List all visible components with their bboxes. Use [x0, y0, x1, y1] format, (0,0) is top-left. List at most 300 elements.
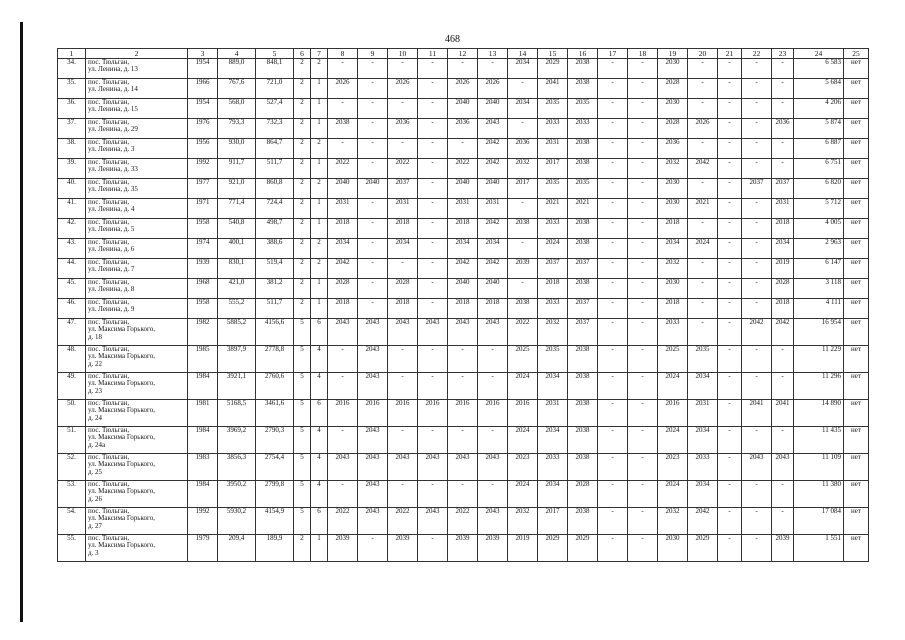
- column-header: 2: [86, 49, 188, 59]
- table-cell: -: [688, 179, 718, 199]
- table-cell: 5168,5: [218, 400, 256, 427]
- table-cell: -: [772, 346, 794, 373]
- column-header: 20: [688, 49, 718, 59]
- table-cell: 1956: [188, 139, 218, 159]
- table-cell: -: [688, 299, 718, 319]
- table-cell: -: [358, 219, 388, 239]
- table-cell: 2041: [538, 79, 568, 99]
- table-row: [58, 119, 869, 139]
- table-cell: -: [598, 59, 628, 79]
- table-cell: 5930,2: [218, 508, 256, 535]
- table-cell: -: [742, 59, 772, 79]
- table-cell: 527,4: [256, 99, 294, 119]
- table-cell: -: [358, 199, 388, 219]
- table-cell: 2043: [448, 319, 478, 346]
- table-cell: 2030: [658, 279, 688, 299]
- table-cell: -: [718, 454, 742, 481]
- table-cell: -: [478, 481, 508, 508]
- table-cell: 2018: [478, 299, 508, 319]
- table-cell: 1971: [188, 199, 218, 219]
- table-cell: 2042: [772, 319, 794, 346]
- address-cell: пос. Тюльган, ул. Максима Горького, д. 22: [86, 346, 188, 373]
- table-cell: -: [772, 159, 794, 179]
- table-cell: 5: [294, 346, 311, 373]
- table-cell: 767,6: [218, 79, 256, 99]
- column-header: 4: [218, 49, 256, 59]
- table-cell: -: [772, 99, 794, 119]
- table-cell: 2043: [418, 508, 448, 535]
- table-cell: 2026: [328, 79, 358, 99]
- table-cell: 2036: [658, 139, 688, 159]
- table-cell: 5: [294, 373, 311, 400]
- table-cell: 2: [311, 59, 328, 79]
- page-number: 468: [445, 34, 460, 45]
- row-number: 46.: [58, 299, 86, 319]
- column-header: 5: [256, 49, 294, 59]
- table-cell: нет: [844, 99, 869, 119]
- table-row: [58, 535, 869, 562]
- table-cell: нет: [844, 481, 869, 508]
- column-header: 23: [772, 49, 794, 59]
- table-row: [58, 279, 869, 299]
- table-cell: -: [628, 99, 658, 119]
- table-cell: 4154,9: [256, 508, 294, 535]
- address-cell: пос. Тюльган, ул. Ленина, д. 4: [86, 199, 188, 219]
- table-cell: 11 380: [794, 481, 844, 508]
- table-cell: нет: [844, 179, 869, 199]
- table-cell: 2037: [568, 259, 598, 279]
- table-cell: 2: [294, 199, 311, 219]
- table-row: [58, 508, 869, 535]
- table-cell: 1: [311, 199, 328, 219]
- table-cell: 2028: [658, 119, 688, 139]
- table-cell: 2: [294, 219, 311, 239]
- table-row: [58, 99, 869, 119]
- table-cell: 3856,3: [218, 454, 256, 481]
- table-cell: 2016: [508, 400, 538, 427]
- table-cell: 3461,6: [256, 400, 294, 427]
- table-cell: -: [688, 279, 718, 299]
- table-cell: нет: [844, 373, 869, 400]
- table-row: [58, 400, 869, 427]
- table-cell: 2035: [568, 99, 598, 119]
- table-cell: -: [508, 79, 538, 99]
- table-cell: 2042: [688, 508, 718, 535]
- table-cell: 2016: [418, 400, 448, 427]
- table-cell: -: [418, 481, 448, 508]
- table-cell: -: [358, 139, 388, 159]
- table-cell: 6: [311, 508, 328, 535]
- address-cell: пос. Тюльган, ул. Ленина, д. 8: [86, 279, 188, 299]
- table-cell: 2038: [568, 239, 598, 259]
- table-cell: 388,6: [256, 239, 294, 259]
- column-header: 6: [294, 49, 311, 59]
- table-cell: -: [628, 199, 658, 219]
- table-cell: 2043: [478, 119, 508, 139]
- table-cell: -: [358, 119, 388, 139]
- table-cell: -: [742, 299, 772, 319]
- row-number: 42.: [58, 219, 86, 239]
- table-cell: -: [598, 119, 628, 139]
- table-cell: 2038: [568, 279, 598, 299]
- table-cell: нет: [844, 119, 869, 139]
- table-cell: -: [388, 99, 418, 119]
- table-cell: -: [718, 299, 742, 319]
- row-number: 49.: [58, 373, 86, 400]
- table-cell: нет: [844, 508, 869, 535]
- table-cell: -: [418, 59, 448, 79]
- table-cell: 5: [294, 319, 311, 346]
- column-header: 14: [508, 49, 538, 59]
- table-cell: 2: [294, 139, 311, 159]
- table-cell: 2034: [688, 427, 718, 454]
- table-cell: -: [688, 219, 718, 239]
- table-cell: -: [418, 299, 448, 319]
- table-cell: -: [718, 59, 742, 79]
- table-cell: 1992: [188, 159, 218, 179]
- address-cell: пос. Тюльган, ул. Ленина, д. 5: [86, 219, 188, 239]
- table-cell: -: [628, 535, 658, 562]
- table-cell: 2030: [658, 59, 688, 79]
- table-cell: -: [448, 481, 478, 508]
- table-cell: -: [742, 239, 772, 259]
- table-cell: -: [628, 179, 658, 199]
- table-cell: 2033: [538, 299, 568, 319]
- address-cell: пос. Тюльган, ул. Ленина, д. 35: [86, 179, 188, 199]
- table-cell: -: [388, 139, 418, 159]
- table-cell: нет: [844, 139, 869, 159]
- table-cell: -: [388, 59, 418, 79]
- table-cell: 2021: [568, 199, 598, 219]
- table-cell: -: [628, 400, 658, 427]
- table-cell: 2039: [508, 259, 538, 279]
- table-cell: 2025: [508, 346, 538, 373]
- table-cell: 2037: [772, 179, 794, 199]
- table-cell: 2017: [508, 179, 538, 199]
- table-cell: -: [772, 427, 794, 454]
- table-cell: -: [508, 279, 538, 299]
- address-cell: пос. Тюльган, ул. Максима Горького, д. 3: [86, 535, 188, 562]
- address-cell: пос. Тюльган, ул. Ленина, д. 29: [86, 119, 188, 139]
- table-cell: 2018: [448, 299, 478, 319]
- table-cell: -: [598, 508, 628, 535]
- table-cell: 4: [311, 346, 328, 373]
- table-cell: 2031: [688, 400, 718, 427]
- table-cell: 2029: [568, 535, 598, 562]
- table-cell: 2043: [358, 481, 388, 508]
- table-cell: -: [448, 373, 478, 400]
- table-cell: 2038: [568, 346, 598, 373]
- table-cell: -: [418, 279, 448, 299]
- table-cell: 2016: [328, 400, 358, 427]
- table-cell: 1: [311, 159, 328, 179]
- table-cell: -: [718, 179, 742, 199]
- table-cell: -: [358, 239, 388, 259]
- table-cell: 2022: [388, 508, 418, 535]
- table-cell: 2038: [568, 139, 598, 159]
- table-cell: -: [598, 199, 628, 219]
- table-cell: -: [508, 199, 538, 219]
- table-cell: нет: [844, 346, 869, 373]
- table-cell: -: [742, 119, 772, 139]
- table-cell: 911,7: [218, 159, 256, 179]
- table-cell: 2043: [358, 454, 388, 481]
- table-cell: 4 111: [794, 299, 844, 319]
- row-number: 36.: [58, 99, 86, 119]
- table-cell: -: [598, 179, 628, 199]
- table-cell: 2018: [328, 219, 358, 239]
- table-cell: 2032: [508, 159, 538, 179]
- address-cell: пос. Тюльган, ул. Ленина, д. 6: [86, 239, 188, 259]
- table-cell: -: [772, 508, 794, 535]
- table-cell: 381,2: [256, 279, 294, 299]
- table-cell: 2034: [538, 427, 568, 454]
- table-cell: -: [628, 319, 658, 346]
- table-cell: 4: [311, 481, 328, 508]
- row-number: 38.: [58, 139, 86, 159]
- table-cell: 2033: [538, 219, 568, 239]
- table-cell: 2017: [538, 159, 568, 179]
- table-cell: 189,9: [256, 535, 294, 562]
- table-cell: 5885,2: [218, 319, 256, 346]
- row-number: 34.: [58, 59, 86, 79]
- table-cell: 889,0: [218, 59, 256, 79]
- address-cell: пос. Тюльган, ул. Максима Горького, д. 23: [86, 373, 188, 400]
- row-number: 51.: [58, 427, 86, 454]
- row-number: 35.: [58, 79, 86, 99]
- column-header: 9: [358, 49, 388, 59]
- table-cell: 4 206: [794, 99, 844, 119]
- table-cell: 2: [311, 179, 328, 199]
- table-cell: -: [598, 319, 628, 346]
- table-cell: 1984: [188, 373, 218, 400]
- table-cell: 2025: [658, 346, 688, 373]
- table-cell: 2022: [328, 508, 358, 535]
- table-cell: -: [772, 481, 794, 508]
- table-cell: -: [772, 139, 794, 159]
- address-cell: пос. Тюльган, ул. Максима Горького, д. 24а: [86, 427, 188, 454]
- table-cell: 2016: [358, 400, 388, 427]
- table-cell: 2034: [538, 481, 568, 508]
- table-row: [58, 481, 869, 508]
- table-cell: -: [688, 259, 718, 279]
- table-cell: -: [628, 279, 658, 299]
- table-cell: 421,0: [218, 279, 256, 299]
- table-cell: -: [418, 179, 448, 199]
- table-cell: 2790,3: [256, 427, 294, 454]
- table-cell: 2754,4: [256, 454, 294, 481]
- table-cell: 3 118: [794, 279, 844, 299]
- table-cell: -: [718, 508, 742, 535]
- column-header: 17: [598, 49, 628, 59]
- table-row: [58, 346, 869, 373]
- table-cell: 5 712: [794, 199, 844, 219]
- table-cell: 2035: [538, 99, 568, 119]
- table-cell: 2034: [688, 481, 718, 508]
- table-cell: 2028: [568, 481, 598, 508]
- table-cell: 2039: [772, 535, 794, 562]
- table-cell: 1: [311, 279, 328, 299]
- table-cell: 2037: [388, 179, 418, 199]
- table-cell: -: [742, 346, 772, 373]
- table-cell: -: [478, 59, 508, 79]
- address-cell: пос. Тюльган, ул. Ленина, д. 9: [86, 299, 188, 319]
- table-cell: -: [598, 139, 628, 159]
- table-cell: 732,3: [256, 119, 294, 139]
- table-cell: нет: [844, 219, 869, 239]
- table-cell: 519,4: [256, 259, 294, 279]
- column-header: 1: [58, 49, 86, 59]
- table-cell: 4 005: [794, 219, 844, 239]
- table-cell: -: [598, 535, 628, 562]
- table-cell: -: [358, 299, 388, 319]
- table-cell: 2040: [478, 99, 508, 119]
- table-cell: 1958: [188, 299, 218, 319]
- table-cell: 2043: [388, 319, 418, 346]
- table-cell: -: [772, 59, 794, 79]
- table-cell: нет: [844, 319, 869, 346]
- table-cell: -: [688, 319, 718, 346]
- table-cell: 2031: [328, 199, 358, 219]
- table-cell: 16 954: [794, 319, 844, 346]
- table-cell: -: [772, 79, 794, 99]
- table-cell: -: [478, 346, 508, 373]
- table-cell: 2043: [418, 454, 448, 481]
- table-cell: 793,3: [218, 119, 256, 139]
- table-cell: 3921,1: [218, 373, 256, 400]
- column-header: 12: [448, 49, 478, 59]
- table-cell: -: [742, 139, 772, 159]
- table-cell: 5: [294, 481, 311, 508]
- table-cell: 2026: [448, 79, 478, 99]
- table-cell: -: [742, 199, 772, 219]
- table-cell: 2040: [328, 179, 358, 199]
- table-cell: -: [418, 427, 448, 454]
- row-number: 55.: [58, 535, 86, 562]
- table-cell: 2043: [358, 319, 388, 346]
- table-cell: нет: [844, 159, 869, 179]
- table-cell: 4: [311, 454, 328, 481]
- table-cell: 2019: [772, 259, 794, 279]
- table-cell: 2032: [658, 508, 688, 535]
- table-cell: 2043: [358, 346, 388, 373]
- address-cell: пос. Тюльган, ул. Максима Горького, д. 27: [86, 508, 188, 535]
- table-cell: -: [328, 59, 358, 79]
- table-cell: 771,4: [218, 199, 256, 219]
- row-number: 47.: [58, 319, 86, 346]
- table-cell: -: [598, 79, 628, 99]
- address-cell: пос. Тюльган, ул. Ленина, д. 33: [86, 159, 188, 179]
- table-cell: 1984: [188, 481, 218, 508]
- table-cell: 2028: [388, 279, 418, 299]
- table-cell: -: [718, 400, 742, 427]
- table-cell: -: [388, 259, 418, 279]
- table-cell: -: [688, 99, 718, 119]
- table-cell: 2042: [688, 159, 718, 179]
- table-cell: 848,1: [256, 59, 294, 79]
- table-cell: -: [688, 79, 718, 99]
- table-cell: 2031: [772, 199, 794, 219]
- table-cell: -: [628, 454, 658, 481]
- table-cell: 2039: [328, 535, 358, 562]
- table-cell: -: [358, 259, 388, 279]
- table-cell: -: [358, 59, 388, 79]
- table-cell: 2036: [772, 119, 794, 139]
- column-header: 18: [628, 49, 658, 59]
- table-cell: 860,8: [256, 179, 294, 199]
- table-cell: 5: [294, 427, 311, 454]
- table-cell: 3897,9: [218, 346, 256, 373]
- table-cell: 1983: [188, 454, 218, 481]
- table-cell: -: [418, 535, 448, 562]
- table-cell: 2043: [358, 508, 388, 535]
- table-cell: 2038: [568, 454, 598, 481]
- table-cell: -: [358, 79, 388, 99]
- table-cell: 1: [311, 535, 328, 562]
- table-cell: -: [418, 79, 448, 99]
- table-cell: 2016: [388, 400, 418, 427]
- table-cell: 2017: [538, 508, 568, 535]
- table-cell: 2034: [388, 239, 418, 259]
- table-cell: -: [628, 373, 658, 400]
- table-row: [58, 219, 869, 239]
- table-cell: -: [742, 535, 772, 562]
- address-cell: пос. Тюльган, ул. Ленина, д. 7: [86, 259, 188, 279]
- table-cell: 2: [294, 259, 311, 279]
- table-cell: 5: [294, 454, 311, 481]
- address-cell: пос. Тюльган, ул. Ленина, д. 3: [86, 139, 188, 159]
- table-cell: -: [718, 219, 742, 239]
- table-cell: 14 890: [794, 400, 844, 427]
- table-cell: 2016: [448, 400, 478, 427]
- table-cell: 2028: [772, 279, 794, 299]
- table-cell: нет: [844, 199, 869, 219]
- table-cell: 1: [311, 79, 328, 99]
- table-cell: -: [598, 239, 628, 259]
- table-cell: нет: [844, 400, 869, 427]
- table-cell: -: [418, 139, 448, 159]
- table-cell: -: [598, 400, 628, 427]
- table-cell: 1: [311, 219, 328, 239]
- table-cell: -: [628, 79, 658, 99]
- table-cell: 1966: [188, 79, 218, 99]
- table-cell: -: [598, 373, 628, 400]
- table-cell: 1976: [188, 119, 218, 139]
- table-cell: 2034: [508, 59, 538, 79]
- table-cell: -: [718, 427, 742, 454]
- address-cell: пос. Тюльган, ул. Ленина, д. 14: [86, 79, 188, 99]
- table-cell: -: [742, 279, 772, 299]
- table-cell: -: [358, 279, 388, 299]
- table-cell: 2018: [772, 219, 794, 239]
- table-cell: -: [328, 427, 358, 454]
- table-cell: 2018: [448, 219, 478, 239]
- table-cell: 724,4: [256, 199, 294, 219]
- table-cell: 11 435: [794, 427, 844, 454]
- table-cell: 2016: [478, 400, 508, 427]
- table-body: [58, 59, 869, 562]
- table-cell: -: [628, 219, 658, 239]
- table-cell: 2032: [658, 259, 688, 279]
- table-cell: 2035: [538, 346, 568, 373]
- table-cell: -: [418, 99, 448, 119]
- table-cell: 2043: [418, 319, 448, 346]
- table-cell: 2022: [448, 159, 478, 179]
- table-cell: 2: [294, 239, 311, 259]
- table-cell: -: [742, 508, 772, 535]
- table-cell: 2040: [448, 279, 478, 299]
- table-row: [58, 59, 869, 79]
